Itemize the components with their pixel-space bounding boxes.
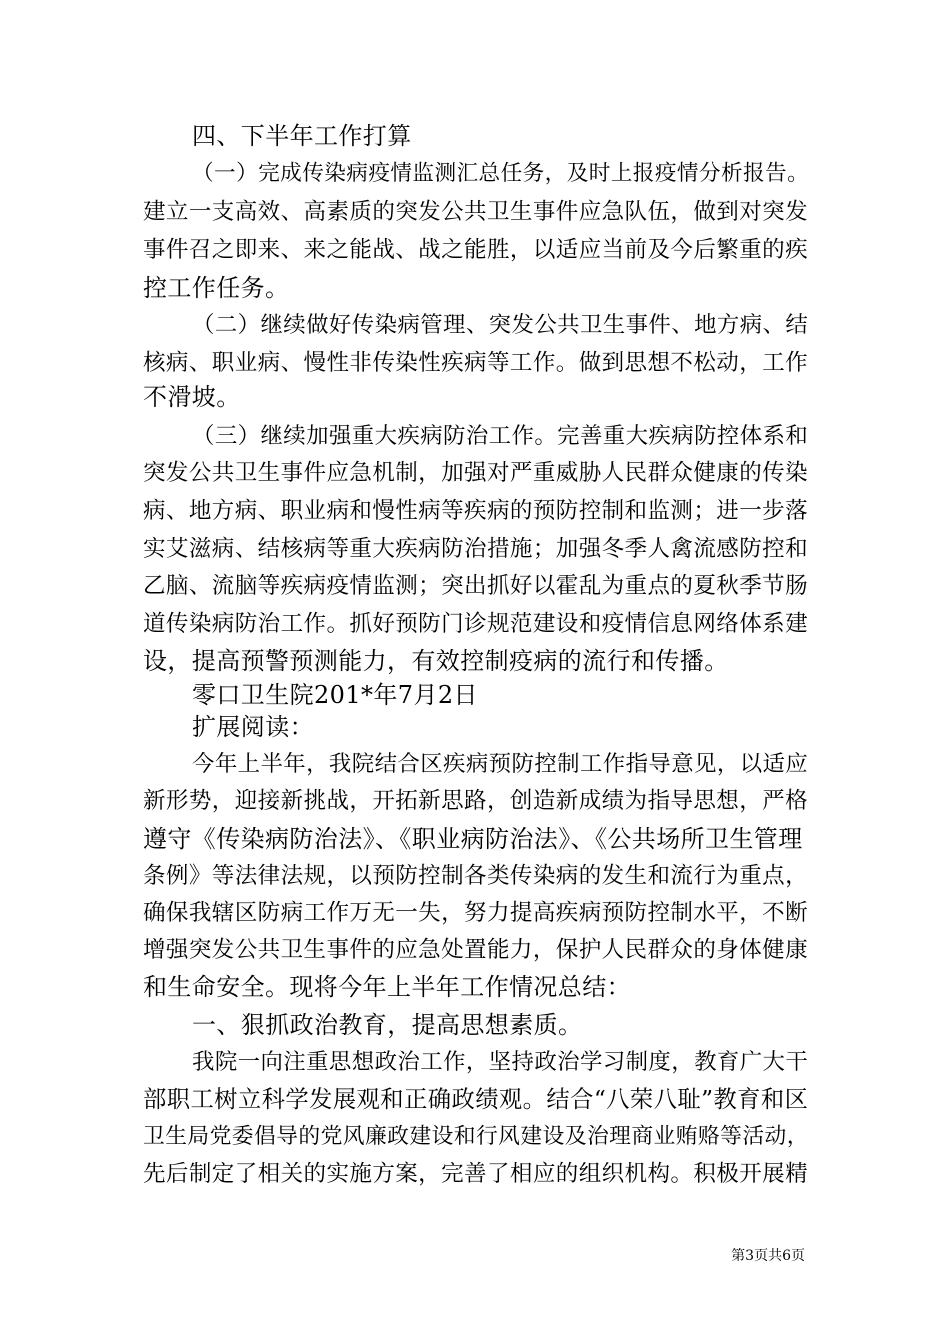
text-line: 新形势，迎接新挑战，开拓新思路，创造新成绩为指导思想，严格 [143,788,809,814]
text-line: 道传染病防治工作。抓好预防门诊规范建设和疫情信息网络体系建 [143,611,809,637]
text-line: 卫生局党委倡导的党风廉政建设和行风建设及治理商业贿赂等活动， [143,1124,809,1149]
text-line: 我院一向注重思想政治工作，坚持政治学习制度，教育广大干 [192,1049,809,1075]
text-line: 控工作任务。 [143,274,290,302]
text-line: 乙脑、流脑等疾病疫情监测；突出抓好以霍乱为重点的夏秋季节肠 [143,573,809,599]
section-heading-4: 四、下半年工作打算 [192,122,412,150]
text-line: 部职工树立科学发展观和正确政绩观。结合“八荣八耻”教育和区 [143,1085,809,1113]
page-number: 第3页共6页 [731,1248,805,1264]
text-line: （三）继续加强重大疾病防治工作。完善重大疾病防控体系和 [192,423,809,449]
text-line: 实艾滋病、结核病等重大疾病防治措施；加强冬季人禽流感防控和 [143,536,809,562]
text-line: 核病、职业病、慢性非传染性疾病等工作。做到思想不松动，工作 [143,350,809,376]
text-line: 确保我辖区防病工作万无一失，努力提高疾病预防控制水平，不断 [143,900,809,926]
text-line: 和生命安全。现将今年上半年工作情况总结： [143,973,631,1001]
text-line: 设，提高预警预测能力，有效控制疫病的流行和传播。 [143,647,729,675]
text-line: 不滑坡。 [143,383,241,411]
text-line: 建立一支高效、高素质的突发公共卫生事件应急队伍，做到对突发 [143,199,809,225]
extended-reading-heading: 扩展阅读： [192,713,314,741]
text-line: 先后制定了相关的实施方案，完善了相应的组织机构。积极开展精 [143,1161,809,1187]
text-line: （一）完成传染病疫情监测汇总任务，及时上报疫情分析报告。 [192,161,810,186]
text-line: 增强突发公共卫生事件的应急处置能力，保护人民群众的身体健康 [143,937,809,963]
text-line: （二）继续做好传染病管理、突发公共卫生事件、地方病、结 [192,312,809,338]
text-line: 突发公共卫生事件应急机制，加强对严重威胁人民群众健康的传染 [143,460,809,486]
text-line: 病、地方病、职业病和慢性病等疾病的预防控制和监测；进一步落 [143,498,809,524]
text-line: 事件召之即来、来之能战、战之能胜，以适应当前及今后繁重的疾 [143,237,809,263]
signature-date-line: 零口卫生院201*年7月2日 [192,681,478,709]
text-line: 遵守《传染病防治法》、《职业病防治法》、《公共场所卫生管理 [143,825,803,853]
section-heading-1: 一、狠抓政治教育，提高思想素质。 [192,1011,583,1039]
text-line: 条例》等法律法规，以预防控制各类传染病的发生和流行为重点， [143,863,809,889]
text-line: 今年上半年，我院结合区疾病预防控制工作指导意见，以适应 [192,751,809,777]
